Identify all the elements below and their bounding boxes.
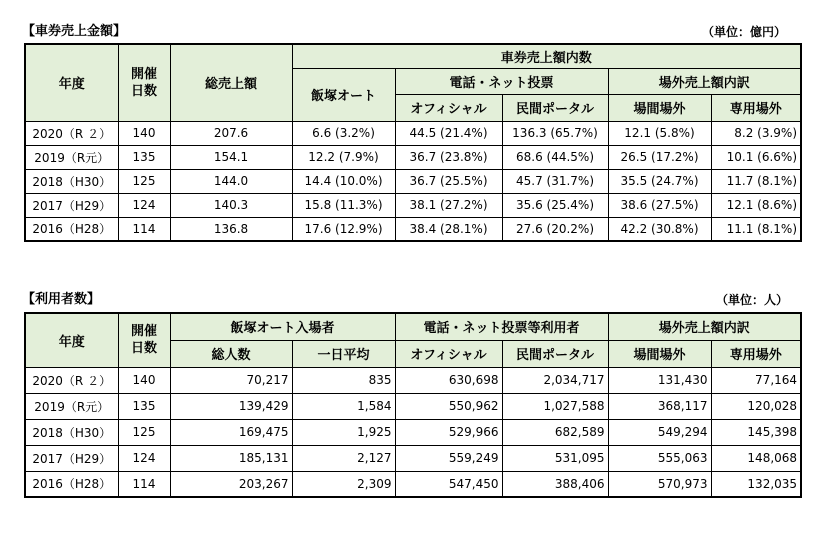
total-cell: 154.1 [170, 145, 292, 169]
total-visitors-cell: 185,131 [170, 445, 292, 471]
year-cell: 2018（H30） [25, 419, 118, 445]
daily-average-cell: 2,127 [292, 445, 395, 471]
inter-track-cell: 570,973 [608, 471, 711, 497]
breakdown-header: 車券売上額内数 [292, 44, 801, 68]
table-row [25, 121, 801, 145]
private-cell: 136.3 (65.7%) [502, 121, 608, 145]
table-row [25, 145, 801, 169]
dedicated-cell: 145,398 [711, 419, 801, 445]
days-cell: 140 [118, 367, 170, 393]
year-cell: 2019（R元） [25, 145, 118, 169]
iizuka-visitors-header: 飯塚オート入場者 [170, 313, 395, 340]
total-cell: 144.0 [170, 169, 292, 193]
year-cell: 2017（H29） [25, 193, 118, 217]
private-cell: 68.6 (44.5%) [502, 145, 608, 169]
inter-track-cell: 26.5 (17.2%) [608, 145, 711, 169]
daily-average-header: 一日平均 [292, 340, 395, 367]
dedicated-cell: 10.1 (6.6%) [711, 145, 801, 169]
table-row [25, 419, 801, 445]
official-cell: 559,249 [395, 445, 502, 471]
dedicated-cell: 12.1 (8.6%) [711, 193, 801, 217]
official-cell: 547,450 [395, 471, 502, 497]
total-cell: 140.3 [170, 193, 292, 217]
sales-table [24, 43, 802, 242]
sales-section-title: 【車券売上金額】 [22, 24, 127, 39]
year-cell: 2016（H28） [25, 471, 118, 497]
inter-track-cell: 555,063 [608, 445, 711, 471]
inter-track-cell: 35.5 (24.7%) [608, 169, 711, 193]
private-cell: 45.7 (31.7%) [502, 169, 608, 193]
iizuka-cell: 6.6 (3.2%) [292, 121, 395, 145]
iizuka-cell: 15.8 (11.3%) [292, 193, 395, 217]
official-cell: 550,962 [395, 393, 502, 419]
official-cell: 44.5 (21.4%) [395, 121, 502, 145]
year-cell: 2020（R ２） [25, 367, 118, 393]
private-cell: 1,027,588 [502, 393, 608, 419]
days-cell: 125 [118, 169, 170, 193]
daily-average-cell: 1,584 [292, 393, 395, 419]
dedicated-cell: 11.1 (8.1%) [711, 217, 801, 241]
days-cell: 114 [118, 471, 170, 497]
year-cell: 2019（R元） [25, 393, 118, 419]
private-cell: 27.6 (20.2%) [502, 217, 608, 241]
iizuka-cell: 12.2 (7.9%) [292, 145, 395, 169]
total-visitors-cell: 169,475 [170, 419, 292, 445]
table-row [25, 367, 801, 393]
inter-track-cell: 42.2 (30.8%) [608, 217, 711, 241]
days-cell: 135 [118, 393, 170, 419]
private-cell: 35.6 (25.4%) [502, 193, 608, 217]
dedicated-header: 専用場外 [711, 340, 801, 367]
iizuka-cell: 14.4 (10.0%) [292, 169, 395, 193]
total-sales-header: 総売上額 [170, 44, 292, 121]
year-cell: 2016（H28） [25, 217, 118, 241]
official-cell: 630,698 [395, 367, 502, 393]
official-header: オフィシャル [395, 94, 502, 121]
table-row [25, 169, 801, 193]
dedicated-cell: 11.7 (8.1%) [711, 169, 801, 193]
private-cell: 531,095 [502, 445, 608, 471]
users-table [24, 312, 802, 498]
sales-unit-label: （単位：億円） [702, 25, 787, 39]
private-portal-header: 民間ポータル [502, 340, 608, 367]
year-header: 年度 [25, 44, 118, 121]
days-cell: 114 [118, 217, 170, 241]
dedicated-cell: 8.2 (3.9%) [711, 121, 801, 145]
days-cell: 140 [118, 121, 170, 145]
phone-net-header: 電話・ネット投票 [395, 68, 608, 94]
offsite-header: 場外売上額内訳 [608, 68, 801, 94]
year-cell: 2018（H30） [25, 169, 118, 193]
days-cell: 135 [118, 145, 170, 169]
days-cell: 125 [118, 419, 170, 445]
inter-track-cell: 368,117 [608, 393, 711, 419]
daily-average-cell: 2,309 [292, 471, 395, 497]
total-cell: 136.8 [170, 217, 292, 241]
daily-average-cell: 835 [292, 367, 395, 393]
days-cell: 124 [118, 445, 170, 471]
table-row [25, 471, 801, 497]
inter-track-cell: 38.6 (27.5%) [608, 193, 711, 217]
dedicated-cell: 120,028 [711, 393, 801, 419]
year-header: 年度 [25, 313, 118, 367]
offsite-header: 場外売上額内訳 [608, 313, 801, 340]
iizuka-header: 飯塚オート [292, 68, 395, 121]
inter-track-header: 場間場外 [608, 94, 711, 121]
table-row [25, 193, 801, 217]
total-visitors-header: 総人数 [170, 340, 292, 367]
inter-track-header: 場間場外 [608, 340, 711, 367]
inter-track-cell: 12.1 (5.8%) [608, 121, 711, 145]
private-portal-header: 民間ポータル [502, 94, 608, 121]
official-cell: 36.7 (25.5%) [395, 169, 502, 193]
official-cell: 529,966 [395, 419, 502, 445]
days-header-line1: 開催 [130, 66, 157, 82]
private-cell: 682,589 [502, 419, 608, 445]
dedicated-cell: 132,035 [711, 471, 801, 497]
table-row [25, 217, 801, 241]
official-cell: 38.1 (27.2%) [395, 193, 502, 217]
days-cell: 124 [118, 193, 170, 217]
year-cell: 2017（H29） [25, 445, 118, 471]
table-row [25, 445, 801, 471]
total-cell: 207.6 [170, 121, 292, 145]
users-unit-label: （単位：人） [716, 293, 789, 307]
official-header: オフィシャル [395, 340, 502, 367]
inter-track-cell: 549,294 [608, 419, 711, 445]
official-cell: 36.7 (23.8%) [395, 145, 502, 169]
dedicated-cell: 77,164 [711, 367, 801, 393]
dedicated-cell: 148,068 [711, 445, 801, 471]
daily-average-cell: 1,925 [292, 419, 395, 445]
table-row [25, 393, 801, 419]
days-header [118, 313, 170, 367]
phone-net-users-header: 電話・ネット投票等利用者 [395, 313, 608, 340]
private-cell: 2,034,717 [502, 367, 608, 393]
total-visitors-cell: 139,429 [170, 393, 292, 419]
dedicated-header: 専用場外 [711, 94, 801, 121]
inter-track-cell: 131,430 [608, 367, 711, 393]
total-visitors-cell: 70,217 [170, 367, 292, 393]
days-header-line2: 日数 [130, 83, 157, 99]
official-cell: 38.4 (28.1%) [395, 217, 502, 241]
total-visitors-cell: 203,267 [170, 471, 292, 497]
year-cell: 2020（R ２） [25, 121, 118, 145]
days-header-line2: 日数 [130, 341, 157, 357]
users-section-title: 【利用者数】 [22, 292, 101, 307]
private-cell: 388,406 [502, 471, 608, 497]
iizuka-cell: 17.6 (12.9%) [292, 217, 395, 241]
days-header [118, 44, 170, 121]
days-header-line1: 開催 [130, 324, 157, 340]
